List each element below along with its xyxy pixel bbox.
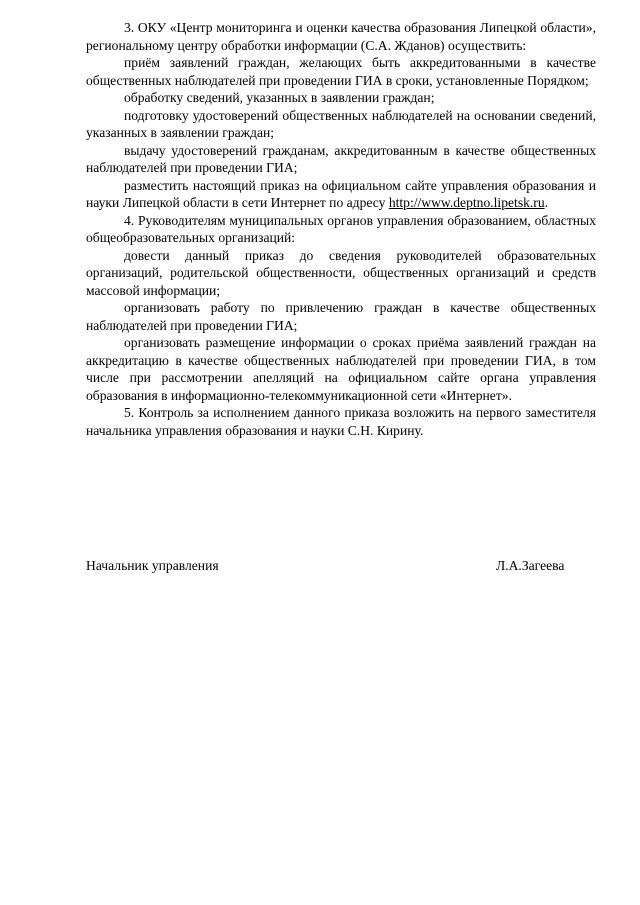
paragraph-inform-leaders: довести данный приказ до сведения руководителей образовательных организаций, родительской общественности, общественных организаций и средств массовой информации;: [86, 247, 596, 298]
paragraph-item-5: 5. Контроль за исполнением данного приказа возложить на первого заместителя начальника управления образования и науки С.Н. Кирину.: [86, 405, 596, 438]
publish-order-text: разместить настоящий приказ на официальном сайте управления образования и науки Липецкой области в сети Интернет по адресу: [86, 177, 596, 210]
document-body: [86, 19, 596, 439]
paragraph-process-data: обработку сведений, указанных в заявлении граждан;: [124, 90, 435, 105]
paragraph-issue-certificates: выдачу удостоверений гражданам, аккредитованным в качестве общественных наблюдателей при проведении ГИА;: [86, 142, 596, 175]
signature-name: Л.А.Загеева: [496, 558, 565, 573]
paragraph-organize-publication: организовать размещение информации о сроках приёма заявлений граждан на аккредитацию в качестве общественных наблюдателей при проведении ГИА, в том числе при рассмотрении апелляций на официальном сайте органа управления образования в информационно-телекоммуникационной сети «Интернет».: [86, 335, 596, 403]
paragraph-accept-applications: приём заявлений граждан, желающих быть аккредитованными в качестве общественных наблюдателей при проведении ГИА в сроки, установленные Порядком;: [86, 55, 596, 88]
signature-position: Начальник управления: [86, 558, 219, 573]
paragraph-publish-order: [86, 177, 596, 212]
website-link[interactable]: http://www.deptno.lipetsk.ru: [388, 195, 545, 210]
paragraph-item-3: 3. ОКУ «Центр мониторинга и оценки качества образования Липецкой области», региональному центру обработки информации (С.А. Жданов) осуществить:: [86, 20, 596, 53]
paragraph-prepare-certificates: подготовку удостоверений общественных наблюдателей на основании сведений, указанных в заявлении граждан;: [86, 107, 596, 140]
paragraph-organize-recruitment: организовать работу по привлечению граждан в качестве общественных наблюдателей при проведении ГИА;: [86, 300, 596, 333]
paragraph-item-4: 4. Руководителям муниципальных органов управления образованием, областных общеобразовательных организаций:: [86, 212, 596, 245]
publish-order-end: .: [544, 195, 549, 210]
